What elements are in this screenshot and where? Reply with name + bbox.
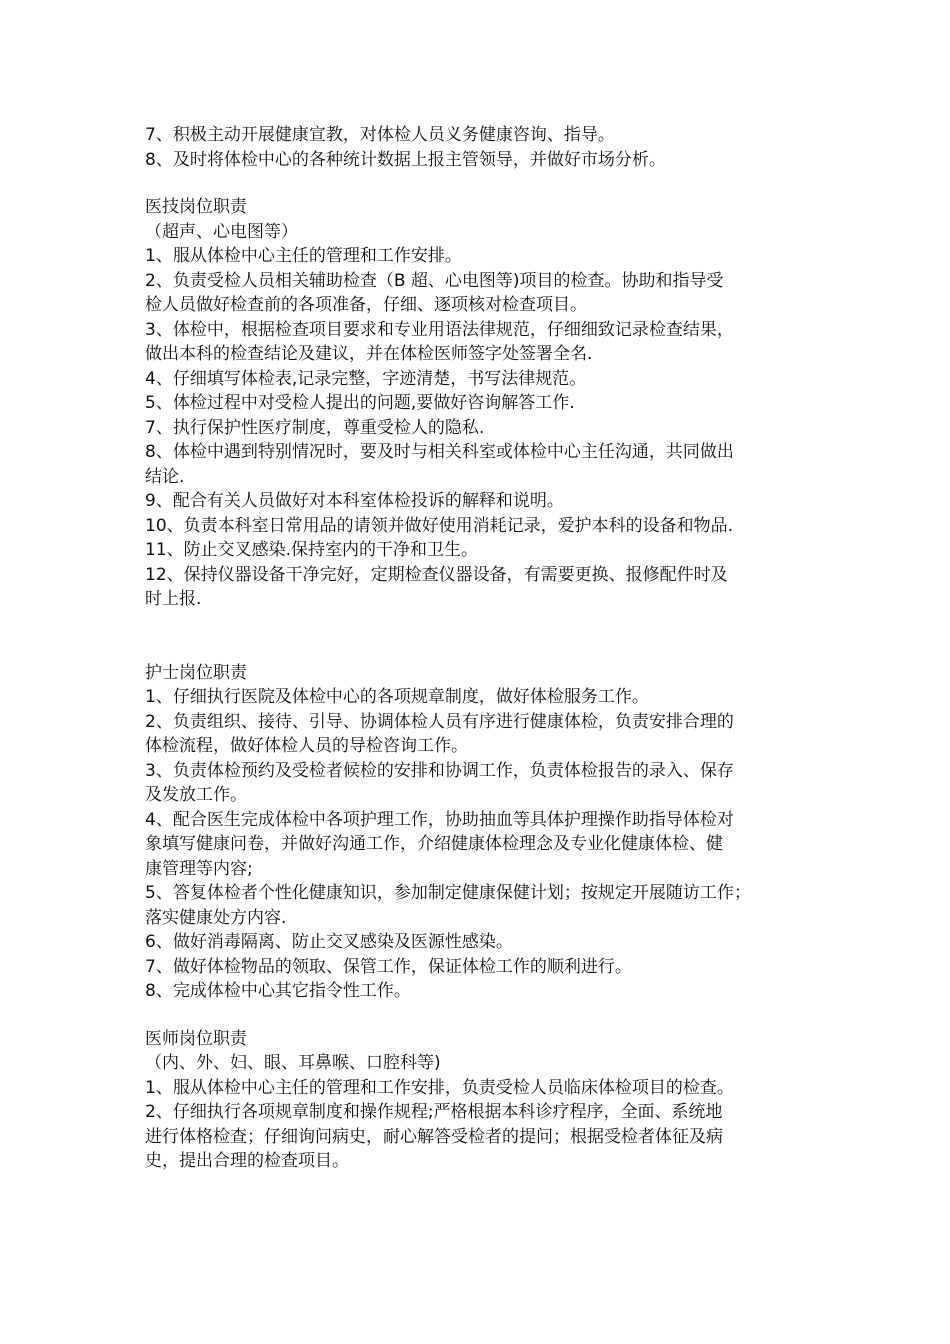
technician-section (145, 195, 825, 612)
section-subtitle: （内、外、妇、眼、耳鼻喉、口腔科等) (145, 1053, 441, 1073)
list-item: 象填写健康问卷，并做好沟通工作，介绍健康体检理念及专业化健康体检、健 (145, 834, 723, 854)
intro-items (145, 123, 825, 172)
list-item: 7、做好体检物品的领取、保管工作，保证体检工作的顺利进行。 (145, 956, 632, 977)
list-item: 7、积极主动开展健康宣教，对体检人员义务健康咨询、指导。 (145, 125, 615, 145)
list-item: 1、服从体检中心主任的管理和工作安排。 (145, 246, 462, 266)
list-item: 及发放工作。 (145, 785, 247, 805)
nurse-section (145, 661, 825, 1004)
list-item: 3、负责体检预约及受检者候检的安排和协调工作，负责体检报告的录入、保存 (145, 760, 734, 781)
list-item: 1、仔细执行医院及体检中心的各项规章制度，做好体检服务工作。 (145, 687, 649, 707)
list-item: 6、做好消毒隔离、防止交叉感染及医源性感染。 (145, 932, 513, 952)
list-item: 8、完成体检中心其它指令性工作。 (145, 981, 411, 1001)
list-item: 体检流程，做好体检人员的导检咨询工作。 (145, 736, 468, 756)
list-item: 2、仔细执行各项规章制度和操作规程;严格根据本科诊疗程序，全面、系统地 (145, 1102, 723, 1122)
list-item: 进行体格检查；仔细询问病史，耐心解答受检者的提问；根据受检者体征及病 (145, 1126, 723, 1147)
list-item: 12、保持仪器设备干净完好，定期检查仪器设备，有需要更换、报修配件时及 (145, 564, 728, 585)
list-item: 9、配合有关人员做好对本科室体检投诉的解释和说明。 (145, 491, 564, 511)
list-item: 落实健康处方内容. (145, 907, 287, 928)
list-item: 11、防止交叉感染.保持室内的干净和卫生。 (145, 540, 479, 560)
document-page (145, 123, 825, 1174)
list-item: 8、体检中遇到特别情况时，要及时与相关科室或体检中心主任沟通，共同做出 (145, 442, 734, 462)
list-item: 4、仔细填写体检表,记录完整，字迹清楚，书写法律规范。 (145, 368, 587, 389)
list-item: 1、服从体检中心主任的管理和工作安排，负责受检人员临床体检项目的检查。 (145, 1077, 734, 1098)
list-item: 7、执行保护性医疗制度，尊重受检人的隐私. (145, 417, 485, 438)
list-item: 做出本科的检查结论及建议，并在体检医师签字处签署全名. (145, 344, 593, 364)
list-item: 5、体检过程中对受检人提出的问题,要做好咨询解答工作. (145, 393, 575, 413)
list-item: 5、答复体检者个性化健康知识，参加制定健康保健计划；按规定开展随访工作； (145, 883, 751, 903)
physician-section (145, 1027, 825, 1174)
list-item: 结论. (145, 466, 185, 487)
list-item: 2、负责受检人员相关辅助检查（B 超、心电图等)项目的检查。协助和指导受 (145, 270, 724, 291)
section-title: 医师岗位职责 (145, 1028, 247, 1049)
list-item: 3、体检中，根据检查项目要求和专业用语法律规范，仔细细致记录检查结果， (145, 319, 734, 340)
list-item: 史，提出合理的检查项目。 (145, 1151, 349, 1171)
section-title: 护士岗位职责 (145, 662, 247, 683)
list-item: 时上报. (145, 589, 202, 609)
list-item: 4、配合医生完成体检中各项护理工作，协助抽血等具体护理操作助指导体检对 (145, 809, 734, 830)
list-item: 8、及时将体检中心的各种统计数据上报主管领导，并做好市场分析。 (145, 149, 666, 170)
section-title: 医技岗位职责 (145, 197, 247, 217)
list-item: 2、负责组织、接待、引导、协调体检人员有序进行健康体检，负责安排合理的 (145, 711, 734, 732)
section-subtitle: （超声、心电图等） (145, 221, 298, 242)
list-item: 检人员做好检查前的各项准备，仔细、逐项核对检查项目。 (145, 295, 587, 315)
list-item: 康管理等内容; (145, 858, 253, 879)
list-item: 10、负责本科室日常用品的请领并做好使用消耗记录，爱护本科的设备和物品. (145, 515, 734, 536)
